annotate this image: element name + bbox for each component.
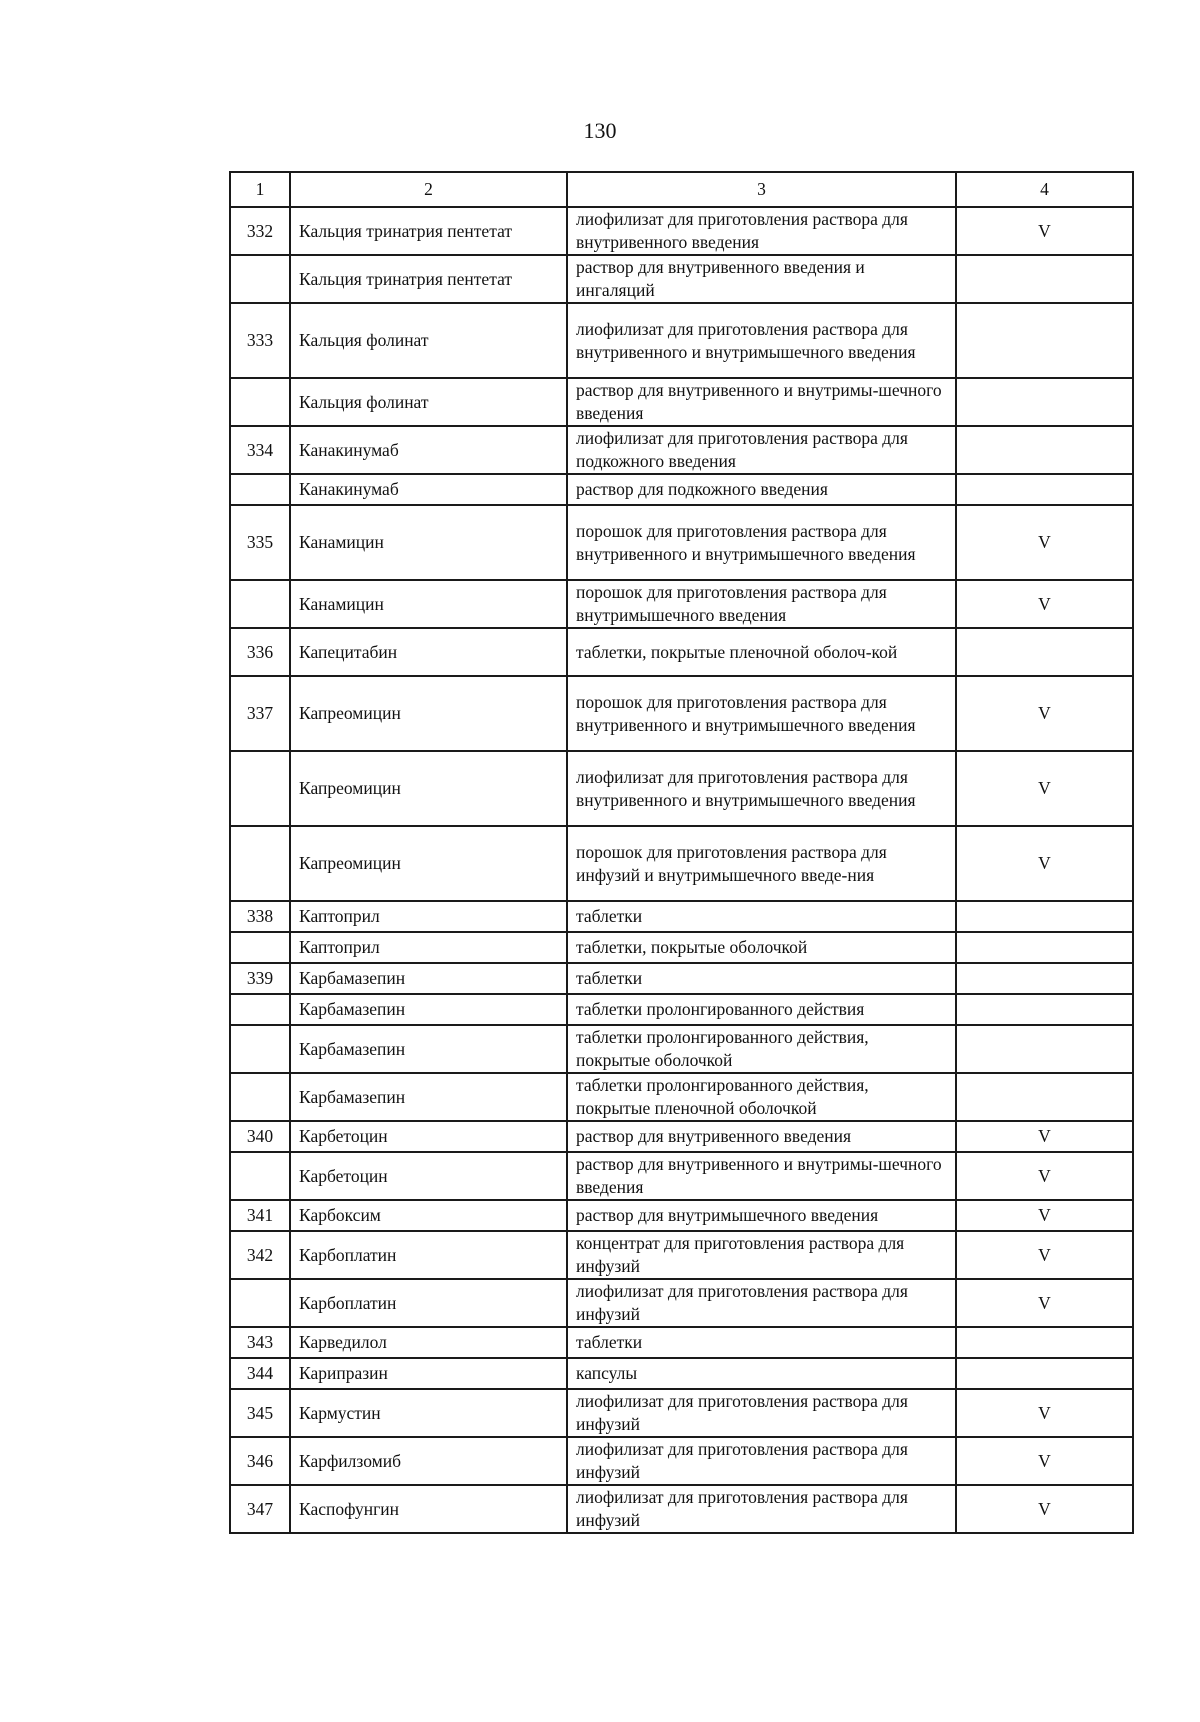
row-number	[230, 932, 290, 963]
row-number: 340	[230, 1121, 290, 1152]
dosage-form: раствор для внутривенного введения и ингаляций	[567, 255, 956, 303]
row-number	[230, 751, 290, 826]
drug-name: Карбамазепин	[290, 963, 567, 994]
header-col-4: 4	[956, 172, 1133, 207]
mark-cell	[956, 994, 1133, 1025]
table-row	[230, 207, 1133, 255]
dosage-form: таблетки	[567, 963, 956, 994]
row-number: 345	[230, 1389, 290, 1437]
dosage-form: раствор для внутривенного введения	[567, 1121, 956, 1152]
drug-name: Карбамазепин	[290, 1073, 567, 1121]
table-row	[230, 628, 1133, 676]
mark-cell: V	[956, 826, 1133, 901]
mark-cell: V	[956, 505, 1133, 580]
mark-cell: V	[956, 580, 1133, 628]
drug-table	[229, 171, 1134, 1534]
dosage-form: лиофилизат для приготовления раствора для инфузий	[567, 1437, 956, 1485]
mark-cell	[956, 255, 1133, 303]
mark-cell: V	[956, 1231, 1133, 1279]
row-number	[230, 474, 290, 505]
drug-name: Карбамазепин	[290, 1025, 567, 1073]
header-col-1: 1	[230, 172, 290, 207]
drug-name: Карведилол	[290, 1327, 567, 1358]
drug-name: Капреомицин	[290, 826, 567, 901]
mark-cell	[956, 426, 1133, 474]
drug-name: Кальция тринатрия пентетат	[290, 255, 567, 303]
row-number	[230, 1025, 290, 1073]
table-row	[230, 255, 1133, 303]
mark-cell: V	[956, 1437, 1133, 1485]
table-row	[230, 676, 1133, 751]
drug-name: Капецитабин	[290, 628, 567, 676]
drug-name: Каспофунгин	[290, 1485, 567, 1533]
drug-name: Каптоприл	[290, 932, 567, 963]
table-row	[230, 1152, 1133, 1200]
mark-cell	[956, 1327, 1133, 1358]
drug-name: Карфилзомиб	[290, 1437, 567, 1485]
drug-name: Карбетоцин	[290, 1152, 567, 1200]
dosage-form: таблетки, покрытые пленочной оболоч-кой	[567, 628, 956, 676]
drug-name: Кальция фолинат	[290, 303, 567, 378]
dosage-form: таблетки, покрытые оболочкой	[567, 932, 956, 963]
mark-cell: V	[956, 751, 1133, 826]
table-row	[230, 932, 1133, 963]
drug-name: Капреомицин	[290, 751, 567, 826]
header-row	[230, 172, 1133, 207]
dosage-form: лиофилизат для приготовления раствора для внутривенного и внутримышечного введения	[567, 303, 956, 378]
row-number: 335	[230, 505, 290, 580]
table-row	[230, 1231, 1133, 1279]
dosage-form: капсулы	[567, 1358, 956, 1389]
row-number	[230, 826, 290, 901]
row-number: 332	[230, 207, 290, 255]
drug-name: Карипразин	[290, 1358, 567, 1389]
table-row	[230, 580, 1133, 628]
mark-cell	[956, 628, 1133, 676]
table-row	[230, 426, 1133, 474]
dosage-form: лиофилизат для приготовления раствора для инфузий	[567, 1485, 956, 1533]
mark-cell: V	[956, 1485, 1133, 1533]
table-row	[230, 751, 1133, 826]
dosage-form: концентрат для приготовления раствора для инфузий	[567, 1231, 956, 1279]
mark-cell	[956, 1073, 1133, 1121]
dosage-form: порошок для приготовления раствора для инфузий и внутримышечного введе-ния	[567, 826, 956, 901]
mark-cell	[956, 932, 1133, 963]
mark-cell: V	[956, 1200, 1133, 1231]
drug-name: Карбетоцин	[290, 1121, 567, 1152]
mark-cell: V	[956, 1121, 1133, 1152]
table-row	[230, 1358, 1133, 1389]
mark-cell	[956, 963, 1133, 994]
mark-cell	[956, 474, 1133, 505]
table-row	[230, 378, 1133, 426]
table-row	[230, 1073, 1133, 1121]
mark-cell: V	[956, 676, 1133, 751]
row-number: 346	[230, 1437, 290, 1485]
row-number: 333	[230, 303, 290, 378]
row-number	[230, 1073, 290, 1121]
row-number	[230, 378, 290, 426]
dosage-form: раствор для внутривенного и внутримы-шечного введения	[567, 378, 956, 426]
drug-name: Кальция фолинат	[290, 378, 567, 426]
table-row	[230, 1327, 1133, 1358]
dosage-form: порошок для приготовления раствора для внутримышечного введения	[567, 580, 956, 628]
table-row	[230, 963, 1133, 994]
row-number: 341	[230, 1200, 290, 1231]
drug-name: Канамицин	[290, 580, 567, 628]
dosage-form: лиофилизат для приготовления раствора для внутривенного введения	[567, 207, 956, 255]
dosage-form: таблетки пролонгированного действия	[567, 994, 956, 1025]
dosage-form: таблетки пролонгированного действия, покрытые пленочной оболочкой	[567, 1073, 956, 1121]
drug-name: Карбоксим	[290, 1200, 567, 1231]
row-number	[230, 994, 290, 1025]
drug-name: Кальция тринатрия пентетат	[290, 207, 567, 255]
dosage-form: таблетки	[567, 901, 956, 932]
row-number: 336	[230, 628, 290, 676]
dosage-form: порошок для приготовления раствора для внутривенного и внутримышечного введения	[567, 676, 956, 751]
row-number: 338	[230, 901, 290, 932]
mark-cell: V	[956, 1279, 1133, 1327]
drug-name: Капреомицин	[290, 676, 567, 751]
drug-name: Карбоплатин	[290, 1279, 567, 1327]
drug-name: Канамицин	[290, 505, 567, 580]
table-row	[230, 303, 1133, 378]
table-row	[230, 901, 1133, 932]
mark-cell	[956, 303, 1133, 378]
mark-cell: V	[956, 1152, 1133, 1200]
table-row	[230, 1485, 1133, 1533]
row-number	[230, 1152, 290, 1200]
row-number	[230, 255, 290, 303]
table-row	[230, 474, 1133, 505]
header-col-2: 2	[290, 172, 567, 207]
drug-name: Кармустин	[290, 1389, 567, 1437]
row-number: 342	[230, 1231, 290, 1279]
row-number	[230, 1279, 290, 1327]
table-row	[230, 1121, 1133, 1152]
dosage-form: лиофилизат для приготовления раствора для подкожного введения	[567, 426, 956, 474]
row-number	[230, 580, 290, 628]
row-number: 339	[230, 963, 290, 994]
mark-cell	[956, 901, 1133, 932]
mark-cell	[956, 378, 1133, 426]
dosage-form: лиофилизат для приготовления раствора для инфузий	[567, 1279, 956, 1327]
row-number: 334	[230, 426, 290, 474]
mark-cell	[956, 1358, 1133, 1389]
table-row	[230, 1279, 1133, 1327]
dosage-form: таблетки пролонгированного действия, покрытые оболочкой	[567, 1025, 956, 1073]
drug-name: Канакинумаб	[290, 426, 567, 474]
drug-name: Карбамазепин	[290, 994, 567, 1025]
table-row	[230, 1200, 1133, 1231]
table-row	[230, 826, 1133, 901]
dosage-form: лиофилизат для приготовления раствора для внутривенного и внутримышечного введения	[567, 751, 956, 826]
row-number: 343	[230, 1327, 290, 1358]
dosage-form: таблетки	[567, 1327, 956, 1358]
dosage-form: раствор для внутривенного и внутримы-шечного введения	[567, 1152, 956, 1200]
dosage-form: лиофилизат для приготовления раствора для инфузий	[567, 1389, 956, 1437]
table-row	[230, 994, 1133, 1025]
table-row	[230, 505, 1133, 580]
table-row	[230, 1025, 1133, 1073]
drug-name: Каптоприл	[290, 901, 567, 932]
drug-name: Карбоплатин	[290, 1231, 567, 1279]
row-number: 344	[230, 1358, 290, 1389]
dosage-form: раствор для подкожного введения	[567, 474, 956, 505]
header-col-3: 3	[567, 172, 956, 207]
dosage-form: порошок для приготовления раствора для внутривенного и внутримышечного введения	[567, 505, 956, 580]
table-row	[230, 1437, 1133, 1485]
page-number: 130	[583, 118, 617, 143]
mark-cell: V	[956, 207, 1133, 255]
table-row	[230, 1389, 1133, 1437]
row-number: 347	[230, 1485, 290, 1533]
mark-cell: V	[956, 1389, 1133, 1437]
mark-cell	[956, 1025, 1133, 1073]
dosage-form: раствор для внутримышечного введения	[567, 1200, 956, 1231]
drug-name: Канакинумаб	[290, 474, 567, 505]
row-number: 337	[230, 676, 290, 751]
